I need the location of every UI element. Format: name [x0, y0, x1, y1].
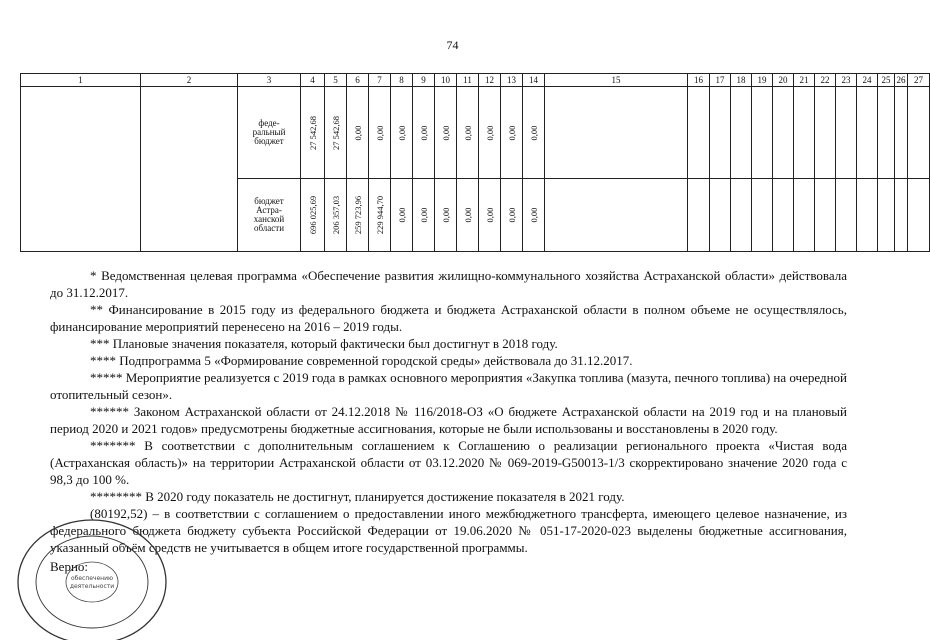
value-cell: [301, 87, 325, 179]
column-header-14: 14: [523, 74, 545, 87]
empty-cell: [731, 87, 752, 179]
svg-text:обеспечению: обеспечению: [70, 575, 114, 582]
value-text: 0,00: [418, 125, 429, 140]
empty-cell: [895, 87, 908, 179]
value-text: 206 357,03: [330, 195, 341, 235]
value-text: 0,00: [528, 207, 539, 223]
certification-label: Верно:: [50, 559, 89, 574]
empty-cell: [878, 87, 895, 179]
footnote: ** Финансирование в 2015 году из федерального бюджета и бюджета Астраханской области в полном объеме не осуществлялось, финансирование мероприятий перенесено на 2016 – 2019 годы.: [50, 302, 847, 334]
value-cell: [413, 179, 435, 252]
budget-label: бюджет Астра- ханской области: [238, 179, 301, 252]
empty-cell: [752, 179, 773, 252]
column-header-13: 13: [501, 74, 523, 87]
value-cell: [479, 87, 501, 179]
column-header-15: 15: [545, 74, 688, 87]
value-cell: [413, 87, 435, 179]
empty-cell: [545, 87, 688, 179]
value-text: 0,00: [484, 207, 495, 223]
value-text: 259 723,96: [352, 195, 363, 235]
footnote: * Ведомственная целевая программа «Обеспечение развития жилищно-коммунального хозяйства Астраханской области» действовала до 31.12.2017.: [50, 268, 847, 300]
value-text: 0,00: [418, 207, 429, 223]
column-header-24: 24: [857, 74, 878, 87]
footnote: (80192,52) – в соответствии с соглашением о предоставлении иного межбюджетного трансферта, имеющего целевое назначение, из федерального бюджета бюджету субъекта Российской Федерации от 19.06.2020 № 051-17-2020-023 выделены бюджетные ассигнования, указанный объём средств не учитывается в общем итоге государственной программы.: [50, 506, 847, 555]
value-cell: [325, 179, 347, 252]
column-header-1: 1: [21, 74, 141, 87]
column-header-5: 5: [325, 74, 347, 87]
column-header-20: 20: [773, 74, 794, 87]
value-cell: [435, 179, 457, 252]
table-header-row: [21, 74, 930, 87]
empty-cell: [710, 179, 731, 252]
column-header-27: 27: [908, 74, 930, 87]
value-text: 0,00: [374, 125, 385, 140]
value-text: 0,00: [506, 125, 517, 140]
empty-cell: [731, 179, 752, 252]
column-header-2: 2: [141, 74, 238, 87]
column-header-8: 8: [391, 74, 413, 87]
column-header-10: 10: [435, 74, 457, 87]
value-text: 27 542,68: [330, 115, 341, 150]
footnote: ***** Мероприятие реализуется с 2019 года в рамках основного мероприятия «Закупка топлива (мазута, печного топлива) на очередной отопительный сезон».: [50, 370, 847, 402]
value-cell: [479, 179, 501, 252]
column-header-16: 16: [688, 74, 710, 87]
empty-cell: [815, 87, 836, 179]
empty-cell: [545, 179, 688, 252]
column-header-23: 23: [836, 74, 857, 87]
column-header-19: 19: [752, 74, 773, 87]
column-header-7: 7: [369, 74, 391, 87]
value-text: 0,00: [352, 125, 363, 140]
column-header-11: 11: [457, 74, 479, 87]
footnote: *** Плановые значения показателя, который фактически был достигнут в 2018 году.: [90, 336, 558, 351]
value-cell: [457, 87, 479, 179]
budget-label: феде- ральный бюджет: [238, 87, 301, 179]
value-text: 0,00: [462, 125, 473, 140]
footnote: ******* В соответствии с дополнительным соглашением к Соглашению о реализации регионального проекта «Чистая вода (Астраханская область)» на территории Астраханской области от 03.12.2020 № 069-2019-G50013-1/3 скорректировано значение 2020 года с 98,3 до 100 %.: [50, 438, 847, 487]
column-header-4: 4: [301, 74, 325, 87]
column-header-18: 18: [731, 74, 752, 87]
value-cell: [523, 179, 545, 252]
column-header-17: 17: [710, 74, 731, 87]
empty-cell: [908, 87, 930, 179]
value-cell: [501, 179, 523, 252]
page-number: 74: [446, 38, 459, 52]
column-header-21: 21: [794, 74, 815, 87]
value-cell: [301, 179, 325, 252]
empty-cell: [836, 87, 857, 179]
cell-col2: [141, 87, 238, 252]
svg-text:деятельности: деятельности: [69, 583, 115, 590]
value-cell: [347, 179, 369, 252]
empty-cell: [878, 179, 895, 252]
value-cell: [347, 87, 369, 179]
value-cell: [391, 179, 413, 252]
empty-cell: [773, 179, 794, 252]
empty-cell: [773, 87, 794, 179]
value-text: 0,00: [462, 207, 473, 223]
value-text: 0,00: [506, 207, 517, 223]
footnote: ****** Законом Астраханской области от 24.12.2018 № 116/2018-ОЗ «О бюджете Астраханской области на 2019 год и на плановый период 2020 и 2021 годов» предусмотрены бюджетные ассигнования, которые не были использованы и восстановлены в 2020 году.: [50, 404, 847, 436]
column-header-26: 26: [896, 75, 906, 85]
program-table: [20, 73, 930, 252]
value-text: 229 944,70: [374, 195, 385, 235]
value-text: 0,00: [440, 125, 451, 140]
column-header-6: 6: [347, 74, 369, 87]
footnote: **** Подпрограмма 5 «Формирование современной городской среды» действовала до 31.12.2017.: [90, 353, 633, 368]
empty-cell: [857, 87, 878, 179]
value-cell: [369, 179, 391, 252]
empty-cell: [815, 179, 836, 252]
value-text: 0,00: [484, 125, 495, 140]
column-header-22: 22: [815, 74, 836, 87]
empty-cell: [908, 179, 930, 252]
empty-cell: [688, 87, 710, 179]
value-cell: [325, 87, 347, 179]
table-row-federal: [21, 87, 930, 179]
footnote: ******** В 2020 году показатель не достигнут, планируется достижение показателя в 2021 году.: [90, 489, 625, 504]
official-stamp: [14, 520, 174, 638]
empty-cell: [895, 179, 908, 252]
value-text: 27 542,68: [307, 115, 318, 150]
value-text: 0,00: [396, 125, 407, 140]
value-cell: [369, 87, 391, 179]
value-text: 696 025,69: [307, 195, 318, 235]
value-cell: [435, 87, 457, 179]
value-text: 0,00: [396, 207, 407, 223]
empty-cell: [794, 179, 815, 252]
empty-cell: [688, 179, 710, 252]
value-cell: [501, 87, 523, 179]
value-cell: [523, 87, 545, 179]
column-header-3: 3: [238, 74, 301, 87]
empty-cell: [752, 87, 773, 179]
cell-col1: [21, 87, 141, 252]
empty-cell: [710, 87, 731, 179]
value-text: 0,00: [440, 207, 451, 223]
value-cell: [391, 87, 413, 179]
value-cell: [457, 179, 479, 252]
column-header-12: 12: [479, 74, 501, 87]
empty-cell: [836, 179, 857, 252]
column-header-9: 9: [413, 74, 435, 87]
column-header-25: 25: [878, 74, 895, 87]
value-text: 0,00: [528, 125, 539, 140]
empty-cell: [794, 87, 815, 179]
empty-cell: [857, 179, 878, 252]
